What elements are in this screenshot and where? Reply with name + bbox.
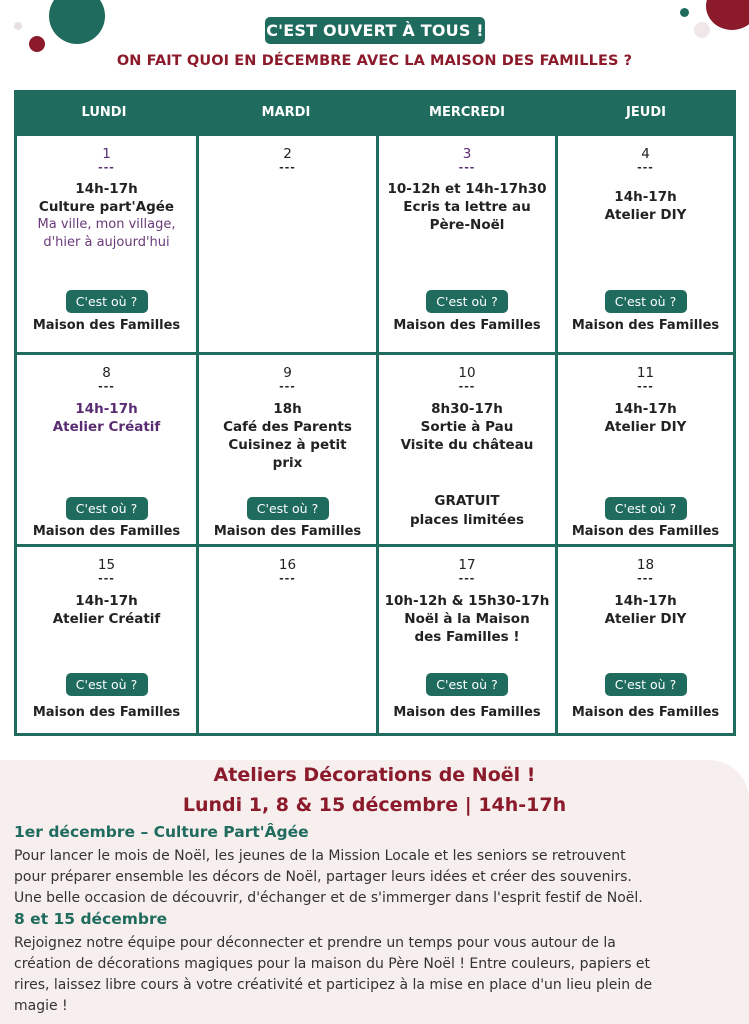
event-time: 10h-12h & 15h30-17h <box>384 593 550 609</box>
separator: --- <box>458 380 476 393</box>
event-title: prix <box>272 455 303 471</box>
event-details <box>379 400 555 454</box>
decor-dot-red-large <box>706 0 749 30</box>
event-title: Atelier DIY <box>604 419 687 435</box>
where-button[interactable]: C'est où ? <box>66 290 148 313</box>
day-number: 18 <box>636 557 655 573</box>
calendar-cell-1 <box>17 136 196 352</box>
event-time: 8h30-17h <box>431 401 503 417</box>
event-place: Maison des Familles <box>571 705 720 720</box>
event-details <box>558 400 733 436</box>
info-subtitle: Lundi 1, 8 & 15 décembre | 14h-17h <box>182 794 567 816</box>
separator: --- <box>279 380 296 393</box>
event-title: Café des Parents <box>223 419 352 435</box>
separator: --- <box>637 161 654 174</box>
event-place: Maison des Familles <box>571 524 720 539</box>
event-details <box>558 188 733 224</box>
event-time: 18h <box>273 401 302 417</box>
event-title: Sortie à Pau <box>420 419 514 435</box>
event-title: des Familles ! <box>414 629 520 645</box>
paragraph-line: magie ! <box>14 998 68 1014</box>
day-number: 11 <box>636 365 655 381</box>
calendar-cell-11 <box>558 355 733 544</box>
calendar-cell-18 <box>558 547 733 733</box>
section-heading-dec-8-15: 8 et 15 décembre <box>14 910 168 928</box>
day-header-thursday: JEUDI <box>626 105 666 120</box>
calendar-cell-9 <box>199 355 376 544</box>
calendar-cell-16 <box>199 547 376 733</box>
event-description: d'hier à aujourd'hui <box>43 235 170 250</box>
paragraph-line: Pour lancer le mois de Noël, les jeunes de la Mission Locale et les seniors se retrouvent <box>14 848 626 864</box>
decor-dot-green-small <box>680 8 689 17</box>
event-time: 14h-17h <box>75 181 138 197</box>
event-time: 14h-17h <box>614 593 677 609</box>
event-place: Maison des Familles <box>32 705 181 720</box>
december-calendar <box>14 90 736 736</box>
event-place: Maison des Familles <box>571 318 720 333</box>
day-number: 3 <box>462 146 472 162</box>
free-label: GRATUIT <box>434 493 500 509</box>
event-place: Maison des Familles <box>393 705 541 720</box>
paragraph-line: création de décorations magiques pour la maison du Père Noël ! Entre couleurs, papiers et <box>14 956 651 972</box>
event-place: Maison des Familles <box>213 524 362 539</box>
event-extra-info <box>379 492 555 530</box>
where-button[interactable]: C'est où ? <box>426 290 508 313</box>
event-title: Noël à la Maison <box>404 611 530 627</box>
event-details <box>17 592 196 628</box>
section-heading-dec-1: 1er décembre – Culture Part'Âgée <box>14 823 309 841</box>
separator: --- <box>98 572 115 585</box>
day-header-tuesday: MARDI <box>261 105 311 120</box>
where-button[interactable]: C'est où ? <box>66 497 148 520</box>
event-title: Atelier Créatif <box>52 611 161 627</box>
event-place: Maison des Familles <box>32 318 181 333</box>
separator: --- <box>98 380 115 393</box>
event-details <box>379 592 555 646</box>
day-number: 4 <box>641 146 650 162</box>
separator: --- <box>279 572 296 585</box>
day-header-monday: LUNDI <box>81 105 127 120</box>
where-button[interactable]: C'est où ? <box>426 673 508 696</box>
where-button[interactable]: C'est où ? <box>605 497 687 520</box>
where-button[interactable]: C'est où ? <box>605 290 687 313</box>
paragraph-line: pour préparer ensemble les décors de Noël, partager leurs idées et créer des souvenirs. <box>14 869 632 885</box>
day-header-wednesday: MERCREDI <box>429 105 505 120</box>
event-time: 14h-17h <box>75 401 138 417</box>
event-time: 14h-17h <box>614 189 677 205</box>
day-number: 2 <box>283 146 292 162</box>
calendar-header <box>14 90 736 135</box>
day-number: 17 <box>458 557 476 573</box>
event-title: Cuisinez à petit <box>228 437 347 453</box>
event-title: Atelier DIY <box>604 611 687 627</box>
separator: --- <box>458 161 476 174</box>
calendar-cell-4 <box>558 136 733 352</box>
event-title: Atelier Créatif <box>52 419 161 435</box>
event-title: Père-Noël <box>429 217 505 233</box>
event-time: 14h-17h <box>614 401 677 417</box>
event-title: Atelier DIY <box>604 207 687 223</box>
info-title: Ateliers Décorations de Noël ! <box>213 764 536 786</box>
where-button[interactable]: C'est où ? <box>66 673 148 696</box>
decor-dot-green-large <box>49 0 105 44</box>
separator: --- <box>458 572 476 585</box>
event-place: Maison des Familles <box>393 318 541 333</box>
day-number: 9 <box>283 365 292 381</box>
paragraph-line: Rejoignez notre équipe pour déconnecter et prendre un temps pour vous autour de la <box>14 935 616 951</box>
event-title: Culture part'Agée <box>38 199 175 215</box>
event-place: Maison des Familles <box>32 524 181 539</box>
event-details <box>17 400 196 436</box>
where-button[interactable]: C'est où ? <box>247 497 329 520</box>
decor-dot-pink <box>14 22 22 30</box>
separator: --- <box>637 380 654 393</box>
calendar-cell-8 <box>17 355 196 544</box>
separator: --- <box>637 572 654 585</box>
open-to-all-badge: C'EST OUVERT À TOUS ! <box>265 17 485 44</box>
calendar-cell-15 <box>17 547 196 733</box>
section-paragraph-dec-8-15 <box>14 933 736 1017</box>
page-subtitle: ON FAIT QUOI EN DÉCEMBRE AVEC LA MAISON DES FAMILLES ? <box>116 53 633 69</box>
calendar-cell-10 <box>379 355 555 544</box>
event-description: Ma ville, mon village, <box>37 217 176 232</box>
event-details <box>17 180 196 252</box>
event-title: Visite du château <box>400 437 534 453</box>
calendar-cell-2 <box>199 136 376 352</box>
section-paragraph-dec-1 <box>14 846 736 909</box>
calendar-cell-3 <box>379 136 555 352</box>
separator: --- <box>98 161 115 174</box>
event-details <box>558 592 733 628</box>
day-number: 10 <box>458 365 476 381</box>
event-time: 10-12h et 14h-17h30 <box>387 181 547 197</box>
day-number: 1 <box>102 146 111 162</box>
event-details <box>199 400 376 472</box>
event-details <box>379 180 555 234</box>
limited-places-label: places limitées <box>409 512 525 528</box>
day-number: 16 <box>278 557 297 573</box>
event-title: Ecris ta lettre au <box>403 199 531 215</box>
day-number: 15 <box>97 557 116 573</box>
paragraph-line: Une belle occasion de découvrir, d'échanger et de s'immerger dans l'esprit festif de Noël. <box>14 890 643 906</box>
decor-dot-pink-right <box>694 22 710 38</box>
paragraph-line: rires, laissez libre cours à votre créativité et participez à la mise en place d'un lieu plein de <box>14 977 653 993</box>
calendar-cell-17 <box>379 547 555 733</box>
decor-dot-red <box>29 36 45 52</box>
event-time: 14h-17h <box>75 593 138 609</box>
separator: --- <box>279 161 296 174</box>
day-number: 8 <box>102 365 111 381</box>
where-button[interactable]: C'est où ? <box>605 673 687 696</box>
